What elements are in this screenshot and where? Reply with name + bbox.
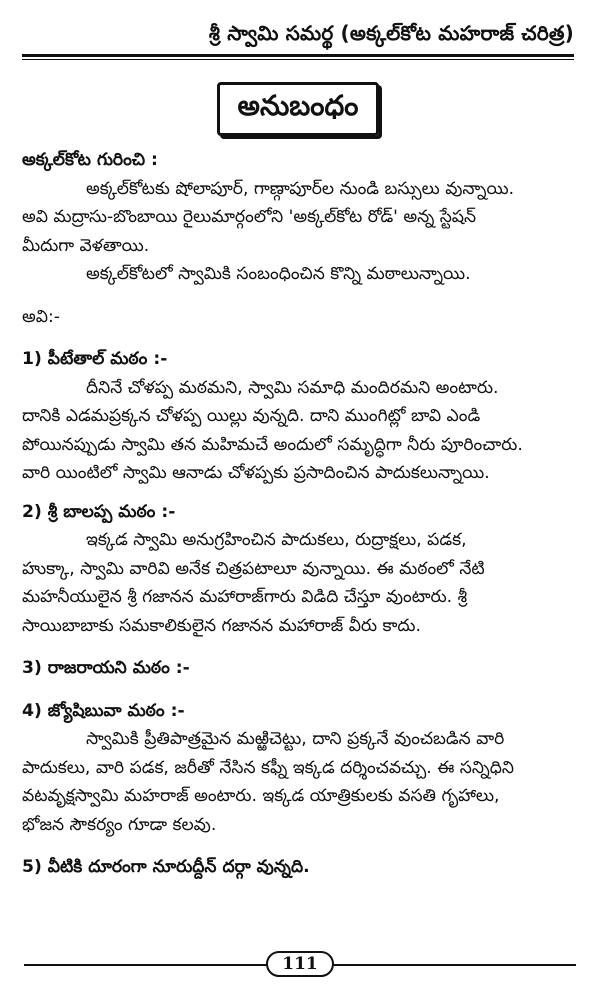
text-line: దీనినే చోళప్ప మఠమని, స్వామి సమాధి మందిరమని అంటారు. [86,377,499,398]
text-line: దానికి ఎడమప్రక్కన చోళప్ప యిల్లు వున్నది. దాని ముంగిట్లో బావి ఎండి [22,406,481,426]
text-line: హుక్కా, స్వామి వారివి అనేక చిత్రపటాలూ వున్నాయి. ఈ మఠంలో నేటి [22,558,485,579]
section-heading-4: 4) జ్యోషిబువా మఠం :- [22,700,185,721]
chapter-title: అనుబంధం [217,82,380,136]
text-line: భోజన సౌకర్యం గూడా కలవు. [22,814,217,835]
intro-heading: అక్కల్‌కోట గురించి : [22,150,158,170]
section-heading-1: 1) పీటేతాల్ మఠం :- [22,349,168,369]
text-line: ఇక్కడ స్వామి అనుగ్రహించిన పాదుకలు, రుద్రాక్షలు, పడక, [86,530,467,550]
section-heading-2: 2) శ్రీ బాలప్ప మఠం :- [22,501,176,522]
text-line: మీదుగా వెళతాయి. [22,235,150,256]
section-heading-5: 5) వీటికి దూరంగా నూరుద్దీన్ దర్గా వున్నది. [22,857,310,877]
running-header [22,0,574,50]
text-line: పాదుకలు, వారి పడక, జరీతో నేసిన కఫ్నీ ఇక్కడ దర్శించవచ్చు. ఈ సన్నిధిని [22,757,514,778]
page-number-area [0,949,600,979]
text-line: అక్కల్‌కోటలో స్వామికి సంబంధించిన కొన్ని మఠాలున్నాయి. [86,264,471,284]
page-content [22,146,574,882]
text-line: వారి యింటిలో స్వామి ఆనాడు చోళప్పకు ప్రసాదించిన పాదుకలున్నాయి. [22,463,490,483]
text-line: సాయిబాబాకు సమకాలికులైన గజానన మహారాజ్ వీరు కాదు. [22,615,421,636]
chapter-title-wrap [22,82,574,136]
header-rule [22,54,574,60]
text-line: వటవృక్షస్వామి మహరాజ్ అంటారు. ఇక్కడ యాత్రికులకు వసతి గృహాలు, [22,786,500,806]
page-number: 111 [266,951,334,977]
text-line: అవి మద్రాసు-బొంబాయి రైలుమార్గంలోని 'అక్కల్‌కోట రోడ్' అన్న స్టేషన్ [22,207,477,227]
text-line: అక్కల్‌కోటకు షోలాపూర్, గాణ్గాపూర్‌ల నుండి బస్సులు వున్నాయి. [86,178,515,199]
text-line: మహనీయులైన శ్రీ గజానన మహారాజ్‌గారు విడిది చేస్తూ వుంటారు. శ్రీ [22,587,468,607]
running-title: శ్రీ స్వామి సమర్థ (అక్కల్‌కోట మహరాజ్ చరిత్ర) [208,20,574,45]
list-lead: అవి:- [22,306,60,327]
text-line: పోయినప్పుడు స్వామి తన మహిమచే అందులో సమృద్ధిగా నీరు పూరించారు. [22,434,523,455]
text-line: స్వామికి ప్రీతిపాత్రమైన మఱ్ఱిచెట్టు, దాని ప్రక్కనే వుంచబడిన వారి [86,729,505,749]
section-heading-3: 3) రాజరాయని మఠం :- [22,658,190,678]
